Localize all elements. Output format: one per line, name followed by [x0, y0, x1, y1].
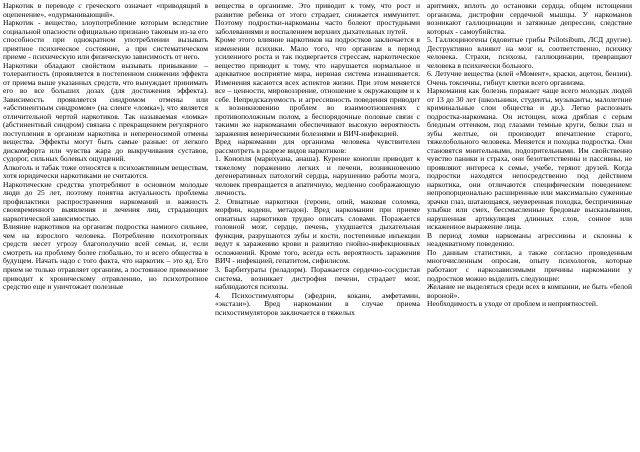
paragraph: аритмиях, вплоть до остановки сердца, общем истощении организма, дистрофии сердечной мышцы. У наркоманов возникают галлюцинации и затяжные депрессии, следствие которых - самоубийства. [427, 2, 632, 36]
paragraph: Наркомания как болезнь поражает чаще всего молодых людей от 13 до 30 лет (школьники, студенты, музыканты, малолетние криминальные слои общества и др.). Легко распознать подростка-наркомана. Он истощен, кожа дряблая с серым бледным оттенком, под глазами темные круги, белки глаз и зубы желтые, он производит впечатление старого, тяжелобольного человека. Меняется и походка подростка. Они становятся мнительными, подозрительными. Им свойственно чувство паники и страха, они безответственны и пассивны, не проявляют интереса к семье, учебе, теряют друзей. Когда подростки находятся непосредственно под действием наркотика, они отличаются специфическим поведением: непропорционально расширенные или максимально суженные зрачки глаз, шатающаяся, неуверенная походка, беспричинные улыбки или смех, бессмысленные бредовые высказывания, нарушенная артикуляция длинных слов, сонное или искаженное выражение лица. [427, 86, 632, 232]
paragraph: По данным статистики, а также согласно проведенным многочисленным опросам, опыту психологов, которые работают с наркозависимыми причины наркомании у подростков можно выделить следующие: [427, 247, 632, 283]
paragraph: Необходимость в уходе от проблем и неприятностей. [427, 299, 598, 309]
paragraph: Наркотические средства употребляют в основном молодые люди до 25 лет, поэтому понятна актуальность проблемы профилактики распространения наркоманий и важность своевременного выявления и лечения лиц, страдающих наркотической зависимостью. [3, 179, 208, 223]
paragraph: Желание не выделяться среди всех в компании, не быть «белой вороной». [427, 282, 632, 300]
paragraph: Кроме этого влияние наркотиков на подростков заключается в изменении психики. Мало того, что организм в период усиленного роста и так подвергается стрессам, наркотическое вещество приводит к тому, что нарушается нормальное и адекватное восприятие мира, нервная система изнашивается. Изменения касаются всех аспектов жизни. При этом меняется все – ценности, мировоззрение, отношение к окружающим и к себе. Непредсказуемость и агрессивность поведения приводит к возникновению проблем во взаимоотношениях с противоположным полом, а беспорядочные половые связи с такими же наркоманами обеспечивают высокую вероятность заражения венерическими болезнями и ВИЧ-инфекцией. [215, 35, 420, 138]
paragraph: Наркотик - вещество, злоупотребление которым вследствие социальной опасности официально признано таковым из-за его способности при однократном употреблении вызывать приятное психическое состояние, а при систематическом приеме - психическую или физическую зависимость от него. [3, 18, 208, 62]
paragraph: Алкоголь и табак тоже относятся к психоактивным веществам, хотя юридически наркотиками не считаются. [3, 162, 208, 181]
paragraph: 2. Опиатные наркотики (героин, опий, маковая соломка, морфин, кодеин, метадон). Вред наркомании при приеме опиатных наркотиков трудно описать словами. Поражается головной мозг, сердце, печень, ухудшается дыхательная функция, разрушаются зубы и кости, постепенные инъекции ведут к заражению крови и развитию гнойно-инфекционных осложнений. Кроме того, всегда есть вероятность заражения ВИЧ - инфекцией, гепатитом, сифилисом. [215, 196, 420, 266]
paragraph: 6. Летучие вещества (клей «Момент», краски, ацетон, бензин). Очень токсичны, гибнут клетки всего организма. [427, 69, 632, 87]
paragraph: вещества в организме. Это приводит к тому, что рост и развитие ребенка от этого страдает, снижается иммунитет. Поэтому подростки-наркоманы часто болеют простудными заболеваниями и воспалением верхних дыхательных путей. [215, 2, 420, 36]
text-column-2 [215, 2, 420, 450]
paragraph: В период ломки наркоманы агрессивны и склонны к неадекватному поведению. [427, 230, 632, 249]
paragraph: 4. Психостимуляторы (эфедрин, кокаин, амфетамин, «экстази»). Вред наркомании в случае приема психостимуляторов заключается в тяжелых [215, 290, 420, 317]
text-column-1 [3, 2, 208, 450]
paragraph: Наркотик в переводе с греческого означает «приводящий в оцепенение», «одурманивающий». [3, 2, 208, 19]
paragraph: Вред наркомании для организма человека чувствителен рассмотреть в разрезе видов наркотиков: [215, 137, 420, 155]
paragraph: 1. Конопля (марихуана, анаша). Курение конопли приводит к тяжелому поражению легких и печени, возникновению дегенеративных патологий сердца, нарушению работы мозга, человек превращается в апатичную, медленно соображающую личность. [215, 154, 420, 198]
paragraph: Влияние наркотиков на организм подростка намного сильнее, чем на взрослого человека. Потребление психотропных средств несет угрозу благополучию всей семьи, и, если смотреть на проблему более глобально, то и всего общества в будущем. Начать надо с того факта, что наркотик – это яд. Его прием не только отравляет организм, а постоянное применение приводит к хроническому отравлению, но психотропное средство еще и уничтожает полезные [3, 222, 208, 292]
paragraph: 5. Галлюциногены (ядовитые грибы Psilotsibum, ЛСД другие). Деструктивно влияют на мозг и, соответственно, психику человека. Страхи, психозы, галлюцинации, превращают человека в психически больного. [427, 35, 632, 70]
text-column-3 [427, 2, 632, 450]
paragraph: Наркотики обладают свойством вызывать привыкание – толерантность (проявляется в постепенном снижении эффекта от приема выше указанных средств, что вынуждает принимать его во все больших дозах (для достижения эффекта). Зависимость проявляется синдромом отмены или «абстинентным синдромом» (на сленге «ломка»), что является отличительной чертой наркотиков. Так называемая «ломка» (абстинентный синдром) связана с прекращением регулярного поступления в организм наркотика и непереносимой отмены вещества. Эффекты могут быть самые разные: от легкого дискомфорта или чувства жара до выкручивания суставов, судорог, сильных болевых ощущений. [3, 60, 208, 164]
paragraph: 3. Барбитураты (реладорм). Поражается сердечно-сосудистая система, возникает дистрофия печени, страдает мозг, наблюдаются психозы. [215, 264, 420, 292]
